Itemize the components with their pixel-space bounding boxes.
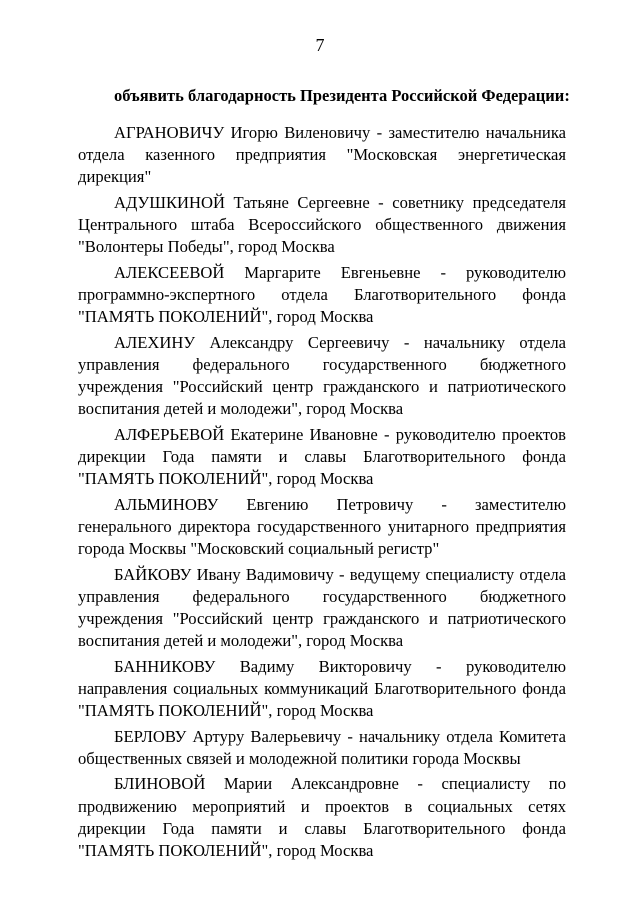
list-item: АГРАНОВИЧУ Игорю Виленовичу - заместителю начальника отдела казенного предприятия "Московская энергетическая дирекция" [78,123,566,187]
list-item: БАННИКОВУ Вадиму Викторовичу - руководителю направления социальных коммуникаций Благотворительного фонда "ПАМЯТЬ ПОКОЛЕНИЙ", город Москва [78,656,566,721]
list-item: АЛЕКСЕЕВОЙ Маргарите Евгеньевне - руководителю программно-экспертного отдела Благотворительного фонда "ПАМЯТЬ ПОКОЛЕНИЙ", город Москва [78,262,566,327]
list-item: АЛЕХИНУ Александру Сергеевичу - начальнику отдела управления федерального государственного бюджетного учреждения "Российский центр гражданского и патриотического воспитания детей и молодежи", город Москва [78,332,566,419]
decree-heading: объявить благодарность Президента Российской Федерации: [114,86,570,105]
list-item: АЛЬМИНОВУ Евгению Петровичу - заместителю генерального директора государственного унитарного предприятия города Москвы "Московский социальный регистр" [78,494,566,559]
list-item: АЛФЕРЬЕВОЙ Екатерине Ивановне - руководителю проектов дирекции Года памяти и славы Благотворительного фонда "ПАМЯТЬ ПОКОЛЕНИЙ", город Москва [78,424,566,489]
list-item: АДУШКИНОЙ Татьяне Сергеевне - советнику председателя Центрального штаба Всероссийского общественного движения "Волонтеры Победы", город Москва [78,192,566,257]
list-item: БАЙКОВУ Ивану Вадимовичу - ведущему специалисту отдела управления федерального государственного бюджетного учреждения "Российский центр гражданского и патриотического воспитания детей и молодежи", город Москва [78,564,566,651]
list-item: БЛИНОВОЙ Марии Александровне - специалисту по продвижению мероприятий и проектов в социальных сетях дирекции Года памяти и славы Благотворительного фонда "ПАМЯТЬ ПОКОЛЕНИЙ", город Москва [78,774,566,860]
award-list [78,122,566,865]
list-item: БЕРЛОВУ Артуру Валерьевичу - начальнику отдела Комитета общественных связей и молодежной политики города Москвы [78,726,566,768]
page-number: 7 [315,35,325,55]
